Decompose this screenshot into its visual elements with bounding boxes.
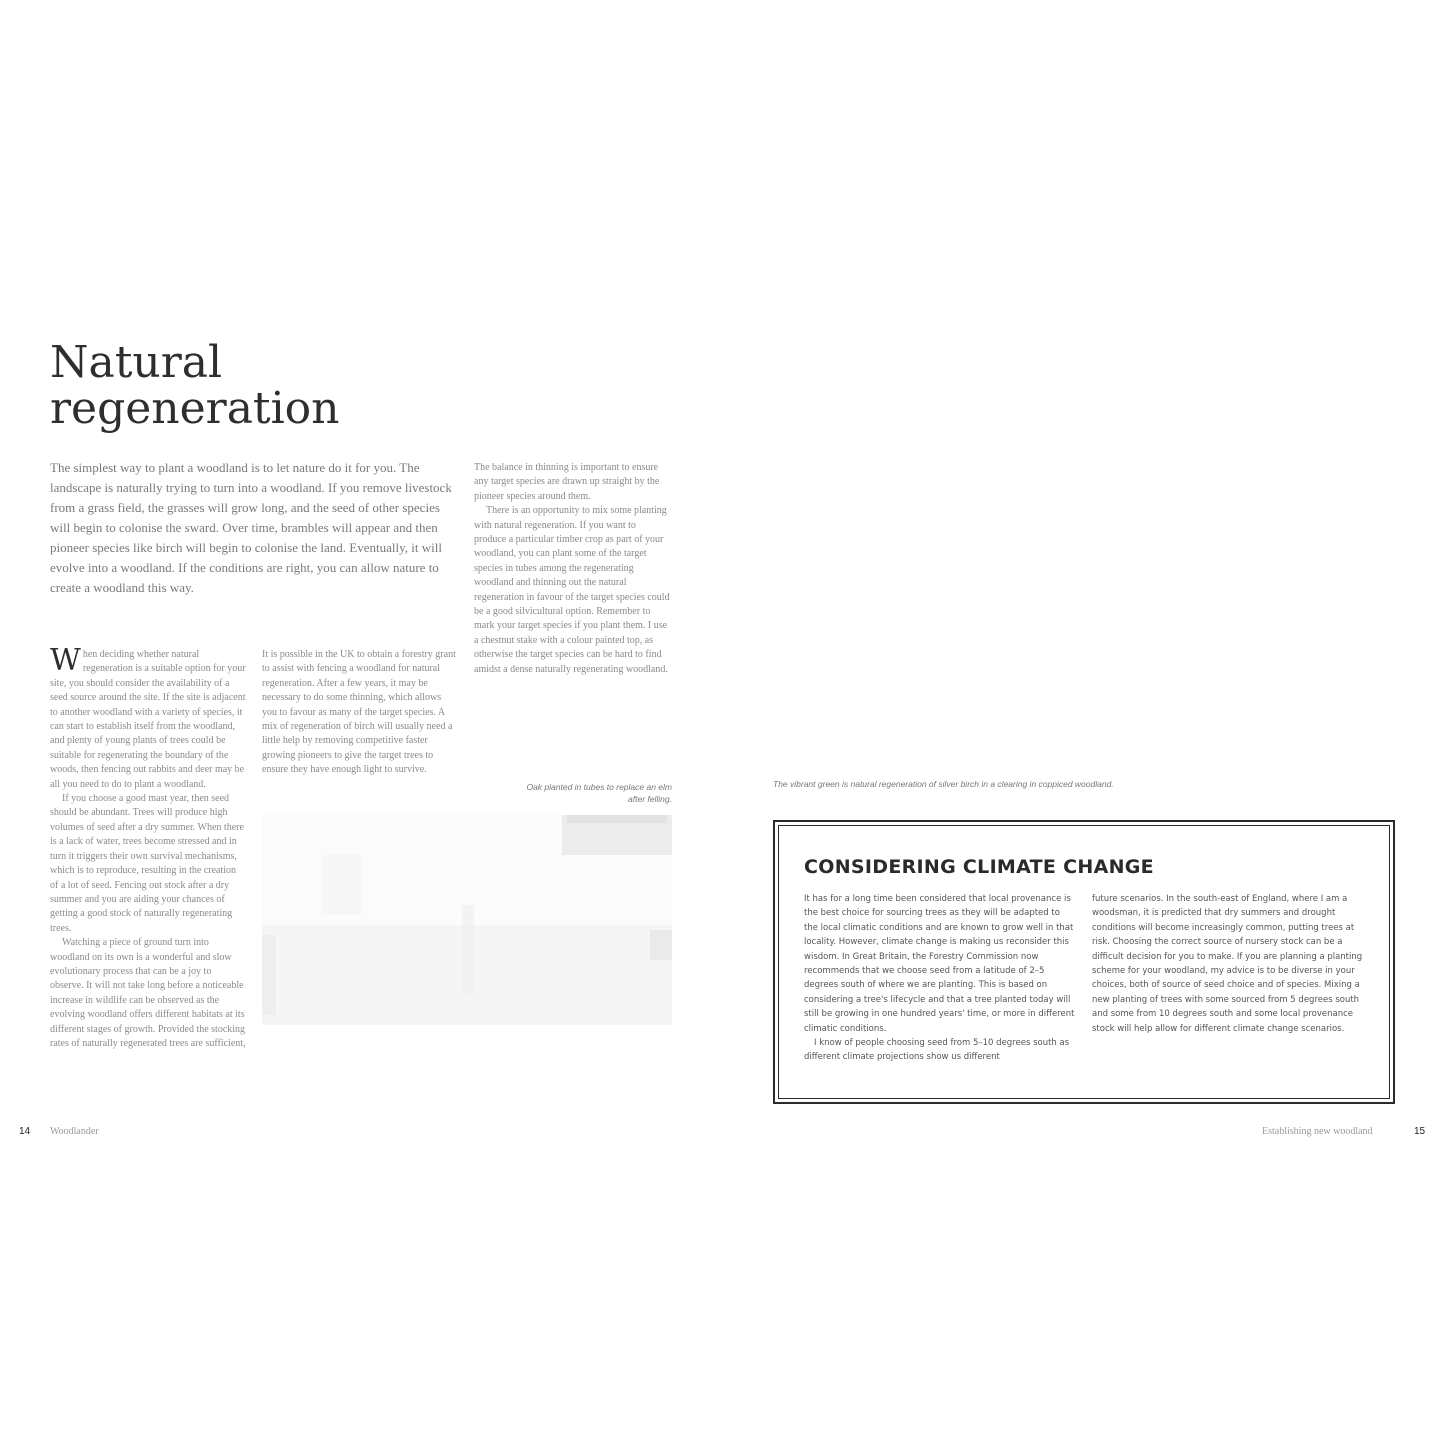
folio-right: 15 xyxy=(1414,1126,1426,1137)
drop-cap: W xyxy=(50,648,81,678)
paragraph: It has for a long time been considered that local provenance is the best choice for sourcing trees as they will be adapted to the local climatic conditions and are known to grow well in that locality. However, climate change is making us reconsider this wisdom. In Great Britain, the Forestry Commission now recommends that we choose seed from a latitude of 2–5 degrees south of where we are planting. This is based on considering a tree's lifecycle and that a tree planted today will still be growing in one hundred years' time, or more in different climatic conditions. xyxy=(804,894,1075,1034)
paragraph: Watching a piece of ground turn into woodland on its own is a wonderful and slow evolutionary process that can be a joy to observe. It will not take long before a noticeable increase in wildlife can be observed as the evolving woodland offers different habitats at its different stages of growth. Provided the stocking rates of naturally regenerated trees are sufficient, xyxy=(50,937,246,1049)
running-head-left: Woodlander xyxy=(50,1126,99,1137)
title-line-1: Natural xyxy=(50,337,223,388)
paragraph: The balance in thinning is important to ensure any target species are drawn up straight by the pioneer species around them. xyxy=(474,462,660,502)
sidebar-title: CONSIDERING CLIMATE CHANGE xyxy=(804,856,1154,878)
paragraph-text: hen deciding whether natural regeneration is a suitable option for your site, you should consider the availability of a seed source around the site. If the site is adjacent to another woodland with a variety of species, it can start to establish itself from the woodland, and plenty of young plants of trees could be suitable for regenerating the boundary of the woods, then fencing out rabbits and deer may be all you need to do to plant a woodland. xyxy=(50,649,246,790)
body-column-3 xyxy=(474,461,670,737)
faded-photo-image xyxy=(262,815,672,1025)
photo-caption-left: Oak planted in tubes to replace an elm after felling. xyxy=(526,782,672,804)
climate-change-sidebar xyxy=(773,820,1395,1104)
paragraph: I know of people choosing seed from 5–10 degrees south as different climate projections show us different xyxy=(804,1038,1070,1063)
paragraph: If you choose a good mast year, then seed should be abundant. Trees will produce high volumes of seed after a dry summer. When there is a lack of water, trees become stressed and in turn it triggers their own survival mechanisms, which is to reproduce, resulting in the creation of a lot of seed. Fencing out stock after a dry summer and you are aiding your chances of getting a good stock of naturally regenerating trees. xyxy=(50,793,244,934)
body-column-1 xyxy=(50,648,246,1104)
paragraph xyxy=(50,648,246,792)
folio-left: 14 xyxy=(19,1126,31,1137)
paragraph: future scenarios. In the south-east of England, where I am a woodsman, it is predicted that dry summers and drought conditions will become increasingly common, putting trees at risk. Choosing the correct source of nursery stock can be a difficult decision for you to make. If you are planning a planting scheme for your woodland, my advice is to be diverse in your choices, both of source of seed choice and of species. Mixing a new planting of trees with some sourced from 5 degrees south and some from 10 degrees south and some local provenance stock will help allow for different climate change scenarios. xyxy=(1092,894,1363,1034)
photo-caption-right: The vibrant green is natural regeneration of silver birch in a clearing in coppiced woodland. xyxy=(773,779,1114,789)
running-head-right: Establishing new woodland xyxy=(1262,1126,1373,1137)
body-column-2 xyxy=(262,648,458,798)
intro-paragraph: The simplest way to plant a woodland is to let nature do it for you. The landscape is naturally trying to turn into a woodland. If you remove livestock from a grass field, the grasses will grow long, and the seed of other species will begin to colonise the sward. Over time, brambles will appear and then pioneer species like birch will begin to colonise the land. Eventually, it will evolve into a woodland. If the conditions are right, you can allow nature to create a woodland this way. xyxy=(50,460,452,595)
photo-oak-in-tube xyxy=(262,815,672,1025)
paragraph: It is possible in the UK to obtain a forestry grant to assist with fencing a woodland for natural regeneration. After a few years, it may be necessary to do some thinning, which allows you to favour as many of the target species. A mix of regeneration of birch will usually need a little help by removing competitive faster growing pioneers to give the target trees to ensure they have enough light to survive. xyxy=(262,649,456,776)
sidebar-column-2 xyxy=(1092,892,1364,1036)
paragraph: There is an opportunity to mix some planting with natural regeneration. If you want to produce a particular timber crop as part of your woodland, you can plant some of the target species in tubes among the regenerating woodland and thinning out the natural regeneration in favour of the target species could be a good silvicultural option. Remember to mark your target species if you plant them. I use a chestnut stake with a colour painted top, as otherwise the target species can be hard to find amidst a dense naturally regenerating woodland. xyxy=(474,505,670,675)
page-title xyxy=(50,337,470,434)
title-line-2: regeneration xyxy=(50,383,340,434)
sidebar-column-1 xyxy=(804,892,1076,1065)
